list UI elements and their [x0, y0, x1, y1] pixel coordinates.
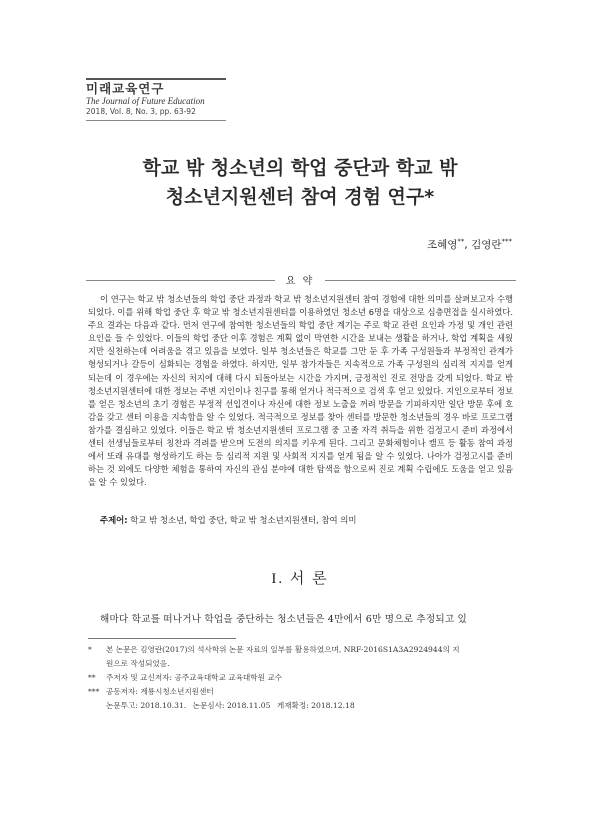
author-name: 김영란 — [471, 239, 502, 251]
author-list — [427, 237, 512, 252]
author-name: 조혜영 — [426, 239, 458, 251]
publication-dates — [88, 699, 518, 713]
footnote-divider — [88, 638, 236, 639]
author-mark: ** — [457, 237, 465, 246]
section-heading: I. 서 론 — [271, 571, 329, 587]
accepted-date: 게재확정: 2018.12.18 — [276, 701, 355, 710]
review-date: 논문심사: 2018.11.05 — [192, 701, 271, 710]
footnote-text: 공동저자: 계룡시청소년지원센터 — [106, 687, 214, 696]
footnote-mark: * — [88, 645, 92, 654]
footnote-text: 본 논문은 김영란(2017)의 석사학위 논문 자료의 일부를 활용하였으며, NRF-2016S1A3A2924944의 지 — [106, 645, 460, 654]
footnote-item — [88, 685, 518, 699]
summary-heading: 요 약 — [275, 272, 325, 287]
body-paragraph: 해마다 학교를 떠나거나 학업을 중단하는 청소년들은 4만에서 6만 명으로 추정되고 있 — [100, 614, 467, 625]
keywords-line — [100, 514, 520, 526]
journal-volume-info: 2018, Vol. 8, No. 3, pp. 63-92 — [86, 107, 196, 116]
paper-title-line2: 청소년지원센터 참여 경험 연구* — [165, 186, 435, 208]
author-mark: *** — [501, 237, 512, 246]
footnote-text: 주저자 및 교신저자: 공주교육대학교 교육대학원 교수 — [106, 673, 283, 682]
paper-title-line1: 학교 밖 청소년의 학업 중단과 학교 밖 — [142, 157, 458, 179]
journal-name-ko: 미래교육연구 — [86, 81, 165, 96]
abstract-text: 이 연구는 학교 밖 청소년들의 학업 중단 과정과 학교 밖 청소년지원센터 참여 경험에 대한 의미를 살펴보고자 수행되었다. 이를 위해 학업 중단 후 학교 밖 청소년지원센터를 이용하였던 청소년 6명을 대상으로 심층면접을 실시하였다. 주요 결과는 다음과 같다. 먼저 연구에 참여한 청소년들의 학업 중단 계기는 주로 학교 관련 요인과 가정 및 개인 관련 요인을 들 수 있었다. 이들의 학업 중단 이후 경험은 계획 없이 막연한 시간을 보내는 생활을 하거나, 학업 계획을 세웠지만 실천하는데 어려움을 겪고 있음을 보였다. 일부 청소년들은 학교를 그만 둔 후 가족 구성원들과 부정적인 관계가 형성되거나 갈등이 심화되는 경험을 하였다. 하지만, 일부 참가자들은 지속적으로 가족 구성원의 심리적 지지를 얻게 되는데 이 경우에는 자신의 처지에 대해 다시 되돌아보는 시간을 가지며, 긍정적인 진로 전망을 갖게 되었다. 학교 밖 청소년지원센터에 대한 정보는 주변 지인이나 친구를 통해 얻거나 적극적으로 검색 후 얻고 있었다. 지인으로부터 정보를 얻은 청소년의 초기 경험은 부정적 선입견이나 자신에 대한 정보 노출을 꺼려 방문을 기피하지만 일단 방문 후에 호감을 갖고 센터 이용을 지속함을 알 수 있었다. 적극적으로 정보를 찾아 센터를 방문한 청소년들의 경우 바로 프로그램 참가를 결심하고 있었다. 이들은 학교 밖 청소년지원센터 프로그램 중 고졸 자격 취득을 위한 검정고시 준비 과정에서 센터 선생님들로부터 칭찬과 격려를 받으며 도전의 의지를 키우게 된다. 그리고 문화체험이나 캠프 등 활동 참여 과정에서 또래 유대를 형성하기도 하는 등 심리적 지원 및 사회적 지지를 얻게 됨을 알 수 있었다. 나아가 검정고시를 준비하는 것 외에도 다양한 체험을 통하여 자신의 관심 분야에 대한 탐색을 함으로써 진로 계획 수립에도 도움을 얻고 있음을 알 수 있었다. — [88, 294, 513, 488]
keywords-value: 학교 밖 청소년, 학업 중단, 학교 밖 청소년지원센터, 참여 의미 — [130, 515, 357, 525]
footnote-mark: *** — [88, 687, 100, 696]
journal-header — [86, 78, 226, 121]
footnote-item — [88, 671, 518, 685]
author-separator: , — [464, 239, 472, 251]
journal-name-en: The Journal of Future Education — [86, 96, 205, 106]
received-date: 논문투고: 2018.10.31. — [106, 701, 187, 710]
footnotes — [88, 643, 518, 713]
footnote-text-continued: 원으로 작성되었음. — [106, 659, 170, 668]
keywords-label: 주제어: — [100, 515, 128, 525]
footnote-mark: ** — [88, 673, 96, 682]
footnote-item — [88, 643, 518, 657]
